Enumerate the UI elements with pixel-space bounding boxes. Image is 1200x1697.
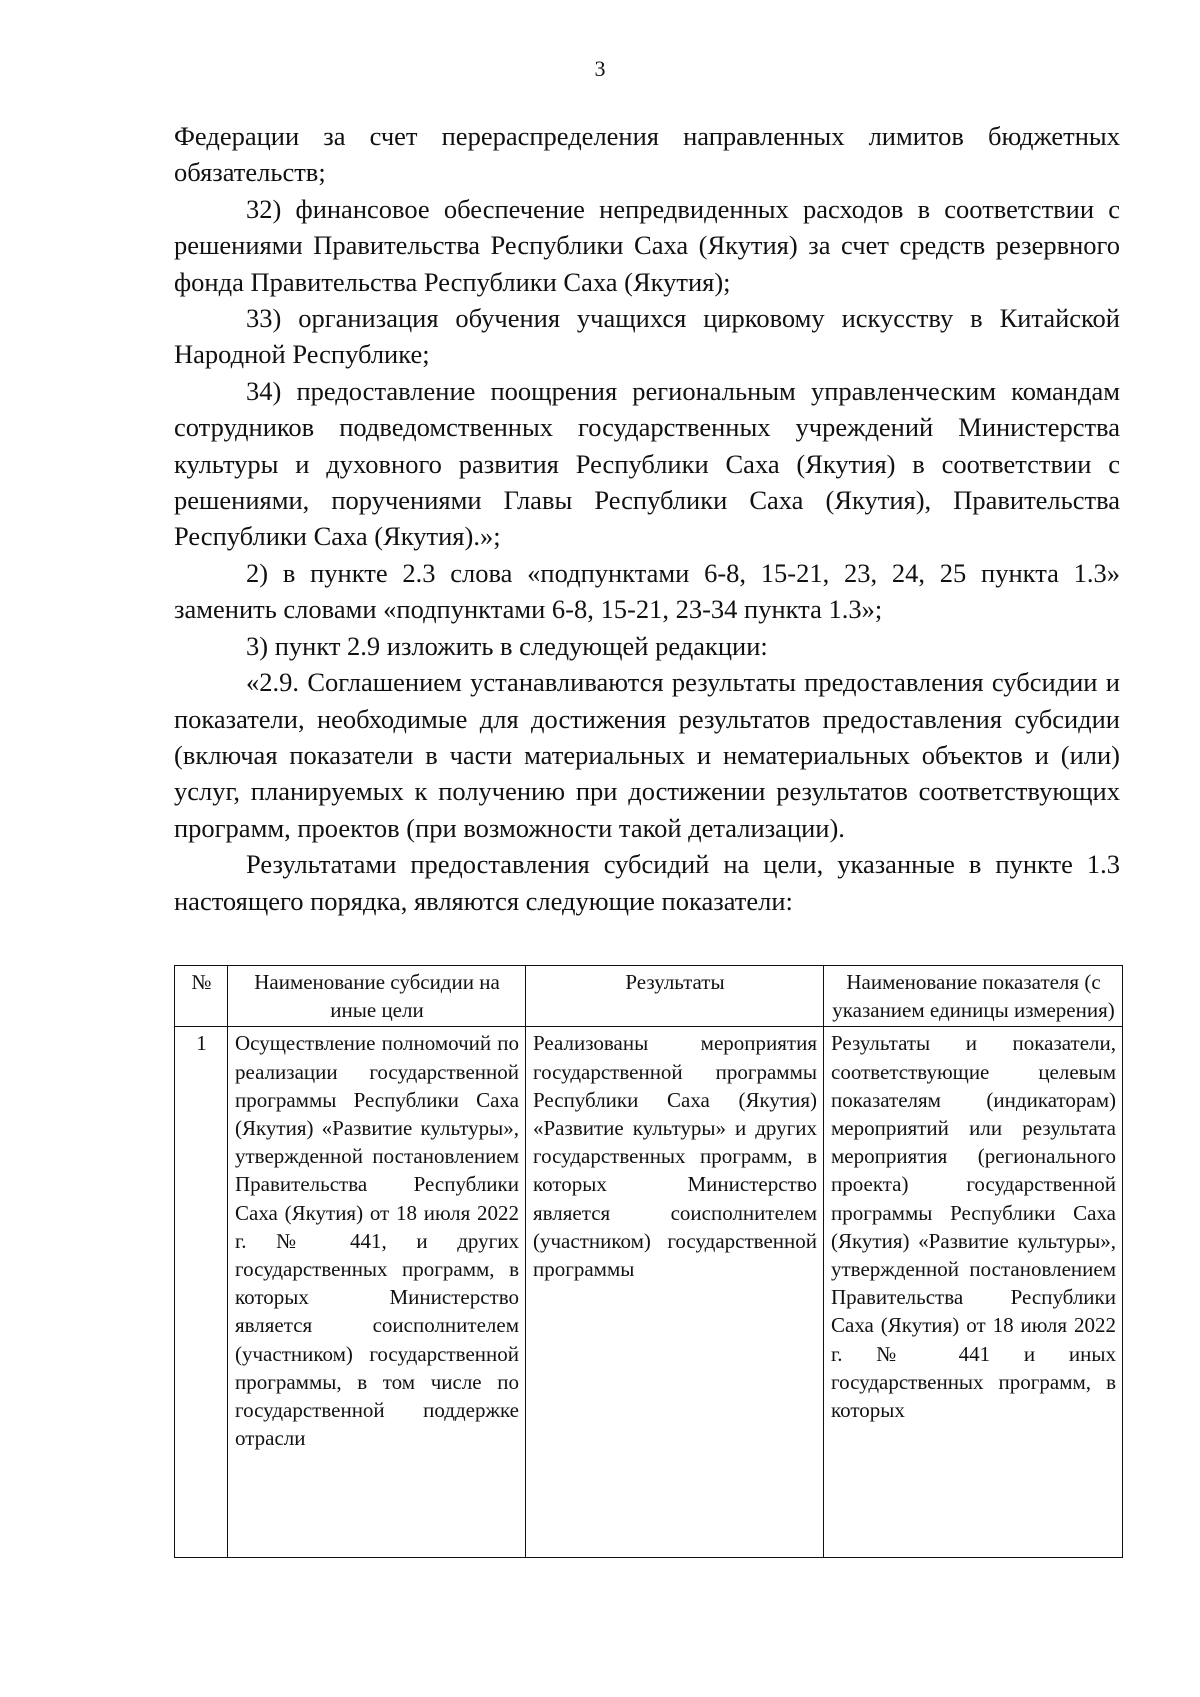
paragraph-amendment-2: 2) в пункте 2.3 слова «подпунктами 6-8, 15-21, 23, 24, 25 пункта 1.3» заменить словами «подпунктами 6-8, 15-21, 23-34 пункта 1.3»; bbox=[174, 557, 1120, 625]
cell-subsidy-name: Осуществление полномочий по реализации государственной программы Республики Саха (Якутия) «Развитие культуры», утвержденной постановлением Правительства Республики Саха (Якутия) от 18 июля 2022 г. № 441, и других государственных программ, в которых Министерство является соисполнителем (участником) государственной программы, в том числе по государственной поддержке отрасли bbox=[228, 1027, 526, 1558]
cell-number: 1 bbox=[175, 1027, 228, 1558]
header-subsidy-name: Наименование субсидии на иные цели bbox=[228, 966, 526, 1027]
page-number: 3 bbox=[594, 56, 606, 81]
results-table bbox=[174, 965, 1123, 1558]
paragraph-item-34: 34) предоставление поощрения региональным управленческим командам сотрудников подведомственных государственных учреждений Министерства культуры и духовного развития Республики Саха (Якутия) в соответствии с решениями, поручениями Главы Республики Саха (Якутия), Правительства Республики Саха (Якутия).»; bbox=[174, 375, 1120, 552]
paragraph-continuation: Федерации за счет перераспределения направленных лимитов бюджетных обязательств; bbox=[174, 121, 1120, 188]
header-number: № bbox=[175, 966, 228, 1027]
body-text bbox=[174, 118, 1120, 919]
header-indicator: Наименование показателя (с указанием единицы измерения) bbox=[824, 966, 1123, 1027]
paragraph-clause-2-9: «2.9. Соглашением устанавливаются результаты предоставления субсидии и показатели, необходимые для достижения результатов предоставления субсидии (включая показатели в части материальных и нематериальных объектов и (или) услуг, планируемых к получению при достижении результатов соответствующих программ, проектов (при возможности такой детализации). bbox=[174, 667, 1120, 843]
paragraph-results-intro: Результатами предоставления субсидий на цели, указанные в пункте 1.3 настоящего порядка, являются следующие показатели: bbox=[174, 849, 1120, 916]
table-header-row bbox=[175, 966, 1123, 1027]
paragraph-item-32: 32) финансовое обеспечение непредвиденных расходов в соответствии с решениями Правительства Республики Саха (Якутия) за счет средств резервного фонда Правительства Республики Саха (Якутия); bbox=[174, 193, 1120, 297]
paragraph-item-33: 33) организация обучения учащихся цирковому искусству в Китайской Народной Республике; bbox=[174, 303, 1120, 370]
paragraph-amendment-3: 3) пункт 2.9 изложить в следующей редакции: bbox=[246, 630, 768, 661]
table-row bbox=[175, 1027, 1123, 1558]
cell-indicator: Результаты и показатели, соответствующие целевым показателям (индикаторам) мероприятий или результата мероприятия (регионального проекта) государственной программы Республики Саха (Якутия) «Развитие культуры», утвержденной постановлением Правительства Республики Саха (Якутия) от 18 июля 2022 г. № 441 и иных государственных программ, в которых bbox=[824, 1027, 1123, 1558]
cell-results: Реализованы мероприятия государственной программы Республики Саха (Якутия) «Развитие культуры» и других государственных программ, в которых Министерство является соисполнителем (участником) государственной программы bbox=[526, 1027, 824, 1558]
header-results: Результаты bbox=[526, 966, 824, 1027]
